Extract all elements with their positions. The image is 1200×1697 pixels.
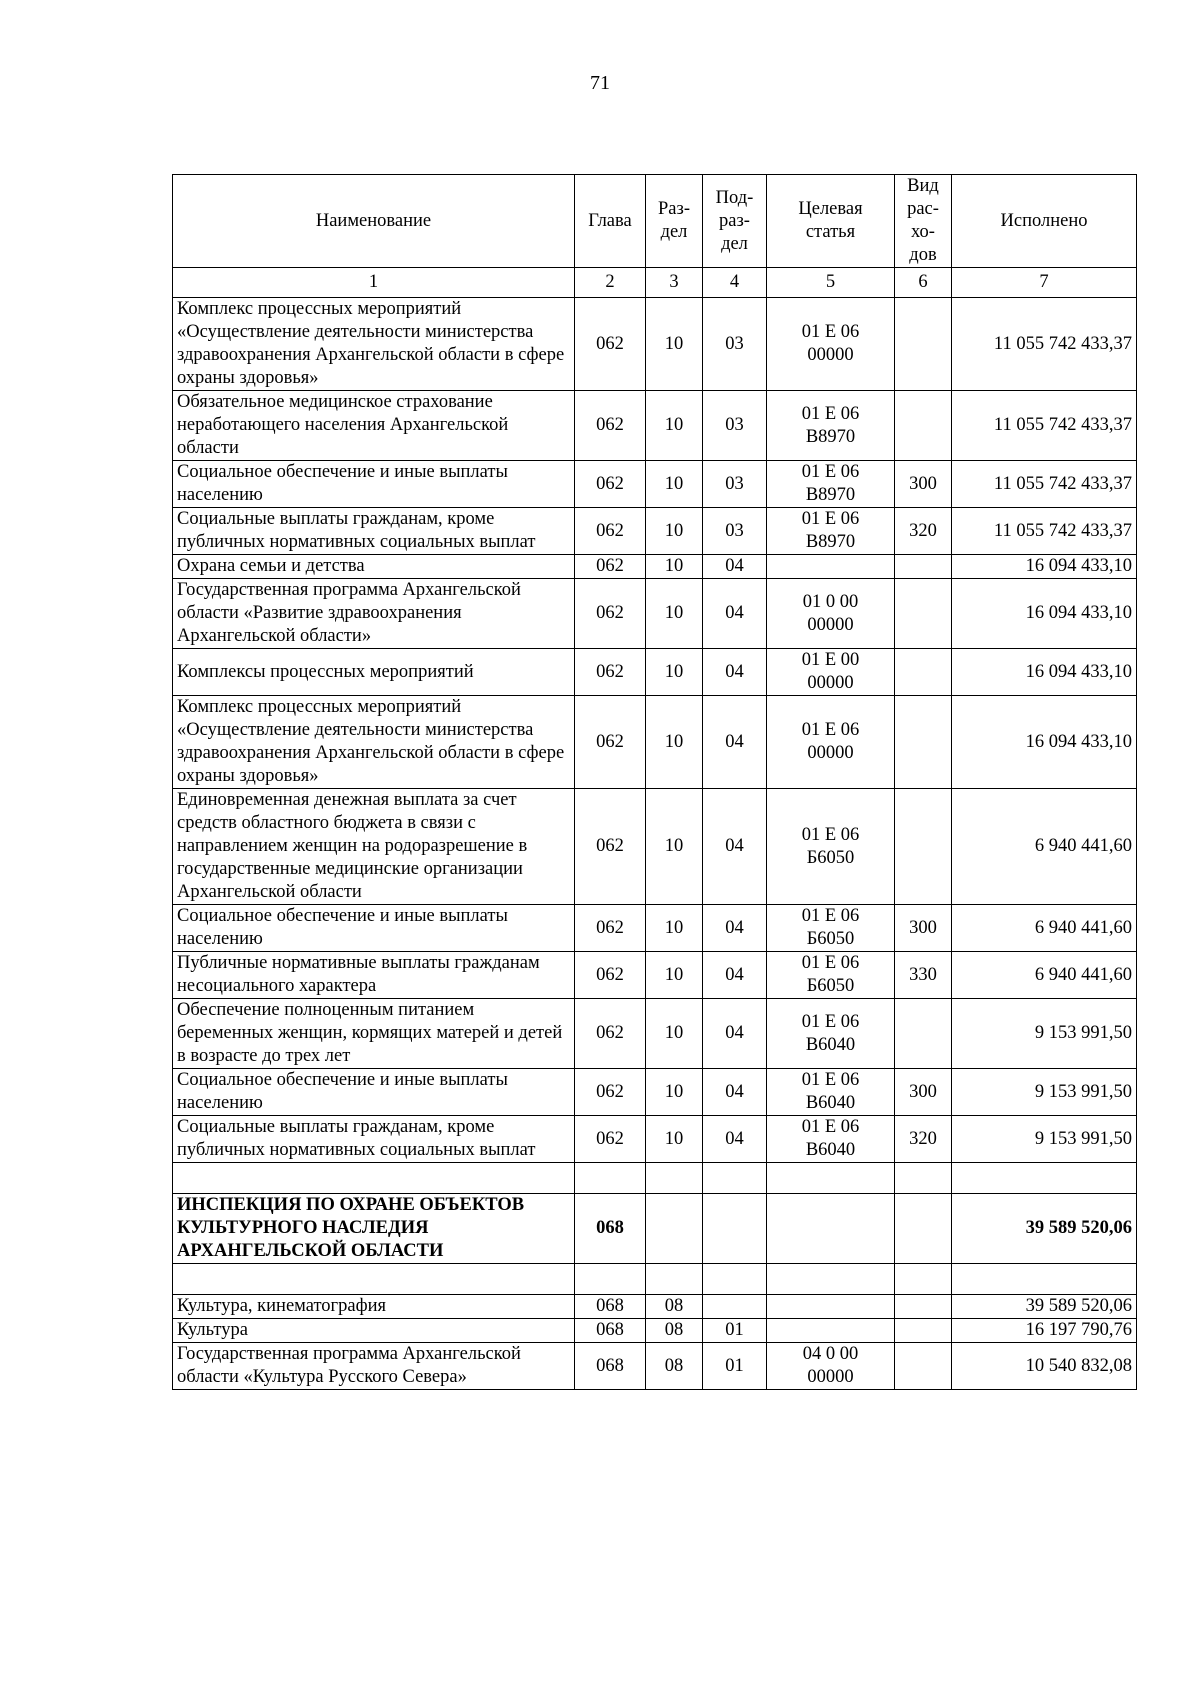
row-subsection: 04 (703, 649, 767, 696)
row-expense-type (895, 555, 952, 579)
row-chapter: 062 (575, 696, 646, 789)
column-number: 1 (173, 268, 575, 298)
row-target-article (767, 1264, 895, 1295)
row-section: 10 (646, 579, 703, 649)
row-amount: 6 940 441,60 (952, 905, 1137, 952)
table-body (173, 298, 1137, 1390)
row-chapter: 062 (575, 391, 646, 461)
row-section: 10 (646, 696, 703, 789)
row-expense-type (895, 579, 952, 649)
row-name: Охрана семьи и детства (173, 555, 575, 579)
row-amount: 16 094 433,10 (952, 555, 1137, 579)
table-row (173, 508, 1137, 555)
table-row (173, 1116, 1137, 1163)
row-amount: 16 094 433,10 (952, 696, 1137, 789)
header-expense-type: Вид рас- хо- дов (895, 175, 952, 268)
row-target-article: 01 Е 06 В6040 (767, 1116, 895, 1163)
row-section: 10 (646, 789, 703, 905)
column-number: 2 (575, 268, 646, 298)
row-target-article: 01 0 00 00000 (767, 579, 895, 649)
row-section: 10 (646, 952, 703, 999)
row-subsection: 04 (703, 696, 767, 789)
row-section: 08 (646, 1343, 703, 1390)
row-target-article (767, 1194, 895, 1264)
header-name: Наименование (173, 175, 575, 268)
column-number-row (173, 268, 1137, 298)
row-name (173, 1264, 575, 1295)
row-target-article: 01 Е 06 В6040 (767, 999, 895, 1069)
row-name: Обязательное медицинское страхование неработающего населения Архангельской области (173, 391, 575, 461)
row-chapter (575, 1163, 646, 1194)
row-chapter: 062 (575, 905, 646, 952)
row-chapter: 062 (575, 1069, 646, 1116)
row-expense-type: 300 (895, 905, 952, 952)
row-section: 08 (646, 1295, 703, 1319)
row-chapter: 062 (575, 789, 646, 905)
row-name: Обеспечение полноценным питанием беременных женщин, кормящих матерей и детей в возрасте до трех лет (173, 999, 575, 1069)
row-target-article: 01 Е 06 00000 (767, 696, 895, 789)
row-expense-type (895, 1319, 952, 1343)
page-number: 71 (590, 72, 610, 94)
row-subsection: 04 (703, 1116, 767, 1163)
row-name: ИНСПЕКЦИЯ ПО ОХРАНЕ ОБЪЕКТОВ КУЛЬТУРНОГО НАСЛЕДИЯ АРХАНГЕЛЬСКОЙ ОБЛАСТИ (173, 1194, 575, 1264)
row-subsection (703, 1295, 767, 1319)
row-section: 10 (646, 298, 703, 391)
row-expense-type (895, 1163, 952, 1194)
row-expense-type (895, 1295, 952, 1319)
row-chapter: 068 (575, 1194, 646, 1264)
row-amount: 10 540 832,08 (952, 1343, 1137, 1390)
row-expense-type (895, 298, 952, 391)
table-row (173, 905, 1137, 952)
row-chapter: 062 (575, 508, 646, 555)
row-subsection: 03 (703, 391, 767, 461)
row-chapter: 062 (575, 1116, 646, 1163)
table-row (173, 1295, 1137, 1319)
row-subsection: 01 (703, 1343, 767, 1390)
row-expense-type: 330 (895, 952, 952, 999)
row-amount: 6 940 441,60 (952, 789, 1137, 905)
row-amount: 39 589 520,06 (952, 1194, 1137, 1264)
row-section: 10 (646, 905, 703, 952)
table-row (173, 789, 1137, 905)
row-name: Культура (173, 1319, 575, 1343)
table-row (173, 298, 1137, 391)
row-subsection: 01 (703, 1319, 767, 1343)
row-subsection: 04 (703, 579, 767, 649)
row-chapter: 062 (575, 555, 646, 579)
table-row (173, 391, 1137, 461)
row-name: Культура, кинематография (173, 1295, 575, 1319)
table-row (173, 649, 1137, 696)
row-name: Единовременная денежная выплата за счет средств областного бюджета в связи с направлением женщин на родоразрешение в государственные медицинские организации Архангельской области (173, 789, 575, 905)
row-subsection: 04 (703, 999, 767, 1069)
row-chapter: 062 (575, 461, 646, 508)
row-section: 08 (646, 1319, 703, 1343)
row-expense-type (895, 1343, 952, 1390)
row-expense-type: 320 (895, 508, 952, 555)
row-name (173, 1163, 575, 1194)
row-target-article (767, 1163, 895, 1194)
row-chapter: 062 (575, 298, 646, 391)
row-subsection (703, 1264, 767, 1295)
row-section: 10 (646, 649, 703, 696)
row-amount: 11 055 742 433,37 (952, 461, 1137, 508)
row-subsection: 03 (703, 298, 767, 391)
column-number: 4 (703, 268, 767, 298)
row-expense-type (895, 789, 952, 905)
row-expense-type (895, 1194, 952, 1264)
row-expense-type (895, 649, 952, 696)
row-amount: 16 094 433,10 (952, 579, 1137, 649)
row-section (646, 1264, 703, 1295)
row-target-article: 01 Е 06 В6040 (767, 1069, 895, 1116)
row-expense-type: 320 (895, 1116, 952, 1163)
row-section (646, 1163, 703, 1194)
row-section: 10 (646, 461, 703, 508)
row-target-article: 01 Е 06 Б6050 (767, 789, 895, 905)
row-name: Публичные нормативные выплаты гражданам несоциального характера (173, 952, 575, 999)
row-chapter: 062 (575, 999, 646, 1069)
row-subsection (703, 1163, 767, 1194)
row-amount: 16 197 790,76 (952, 1319, 1137, 1343)
row-subsection: 04 (703, 905, 767, 952)
row-target-article: 01 Е 00 00000 (767, 649, 895, 696)
row-target-article (767, 1295, 895, 1319)
row-section (646, 1194, 703, 1264)
row-name: Комплекс процессных мероприятий «Осуществление деятельности министерства здравоохранения Архангельской области в сфере охраны здоровья» (173, 298, 575, 391)
row-name: Социальные выплаты гражданам, кроме публичных нормативных социальных выплат (173, 1116, 575, 1163)
row-name: Государственная программа Архангельской области «Культура Русского Севера» (173, 1343, 575, 1390)
row-subsection: 04 (703, 555, 767, 579)
table-row (173, 952, 1137, 999)
budget-execution-table (172, 174, 1137, 1390)
empty-row (173, 1163, 1137, 1194)
table-row (173, 999, 1137, 1069)
row-chapter: 062 (575, 952, 646, 999)
row-amount: 11 055 742 433,37 (952, 391, 1137, 461)
row-target-article: 01 Е 06 Б6050 (767, 952, 895, 999)
row-amount: 9 153 991,50 (952, 1069, 1137, 1116)
row-name: Социальные выплаты гражданам, кроме публичных нормативных социальных выплат (173, 508, 575, 555)
table-header-row (173, 175, 1137, 268)
table-row (173, 1194, 1137, 1264)
row-name: Комплекс процессных мероприятий «Осуществление деятельности министерства здравоохранения Архангельской области в сфере охраны здоровья» (173, 696, 575, 789)
row-section: 10 (646, 1116, 703, 1163)
table-row (173, 461, 1137, 508)
row-chapter: 068 (575, 1343, 646, 1390)
column-number: 5 (767, 268, 895, 298)
column-number: 3 (646, 268, 703, 298)
row-target-article: 01 Е 06 Б6050 (767, 905, 895, 952)
row-amount (952, 1264, 1137, 1295)
table-row (173, 579, 1137, 649)
row-section: 10 (646, 999, 703, 1069)
row-expense-type (895, 1264, 952, 1295)
row-target-article (767, 1319, 895, 1343)
row-amount: 6 940 441,60 (952, 952, 1137, 999)
table-row (173, 1069, 1137, 1116)
header-subsection: Под- раз- дел (703, 175, 767, 268)
header-chapter: Глава (575, 175, 646, 268)
column-number: 7 (952, 268, 1137, 298)
row-chapter: 068 (575, 1319, 646, 1343)
table-row (173, 696, 1137, 789)
row-name: Социальное обеспечение и иные выплаты населению (173, 1069, 575, 1116)
row-amount (952, 1163, 1137, 1194)
row-target-article: 01 Е 06 В8970 (767, 508, 895, 555)
row-subsection: 04 (703, 789, 767, 905)
row-expense-type (895, 391, 952, 461)
header-executed: Исполнено (952, 175, 1137, 268)
row-target-article: 01 Е 06 В8970 (767, 391, 895, 461)
row-expense-type (895, 696, 952, 789)
row-amount: 9 153 991,50 (952, 999, 1137, 1069)
row-chapter: 062 (575, 649, 646, 696)
row-chapter: 068 (575, 1295, 646, 1319)
row-subsection: 04 (703, 952, 767, 999)
row-amount: 9 153 991,50 (952, 1116, 1137, 1163)
header-target-article: Целевая статья (767, 175, 895, 268)
row-section: 10 (646, 555, 703, 579)
row-subsection: 03 (703, 461, 767, 508)
empty-row (173, 1264, 1137, 1295)
row-target-article: 01 Е 06 В8970 (767, 461, 895, 508)
row-chapter: 062 (575, 579, 646, 649)
row-amount: 11 055 742 433,37 (952, 298, 1137, 391)
row-subsection (703, 1194, 767, 1264)
row-chapter (575, 1264, 646, 1295)
row-expense-type (895, 999, 952, 1069)
row-section: 10 (646, 508, 703, 555)
table-row (173, 555, 1137, 579)
table-row (173, 1343, 1137, 1390)
row-amount: 39 589 520,06 (952, 1295, 1137, 1319)
row-expense-type: 300 (895, 461, 952, 508)
row-subsection: 04 (703, 1069, 767, 1116)
header-section: Раз- дел (646, 175, 703, 268)
row-name: Социальное обеспечение и иные выплаты населению (173, 461, 575, 508)
column-number: 6 (895, 268, 952, 298)
row-amount: 11 055 742 433,37 (952, 508, 1137, 555)
row-target-article: 01 Е 06 00000 (767, 298, 895, 391)
row-name: Социальное обеспечение и иные выплаты населению (173, 905, 575, 952)
row-target-article: 04 0 00 00000 (767, 1343, 895, 1390)
row-expense-type: 300 (895, 1069, 952, 1116)
row-name: Комплексы процессных мероприятий (173, 649, 575, 696)
row-name: Государственная программа Архангельской области «Развитие здравоохранения Архангельской области» (173, 579, 575, 649)
table-row (173, 1319, 1137, 1343)
row-section: 10 (646, 1069, 703, 1116)
row-amount: 16 094 433,10 (952, 649, 1137, 696)
row-subsection: 03 (703, 508, 767, 555)
row-section: 10 (646, 391, 703, 461)
row-target-article (767, 555, 895, 579)
